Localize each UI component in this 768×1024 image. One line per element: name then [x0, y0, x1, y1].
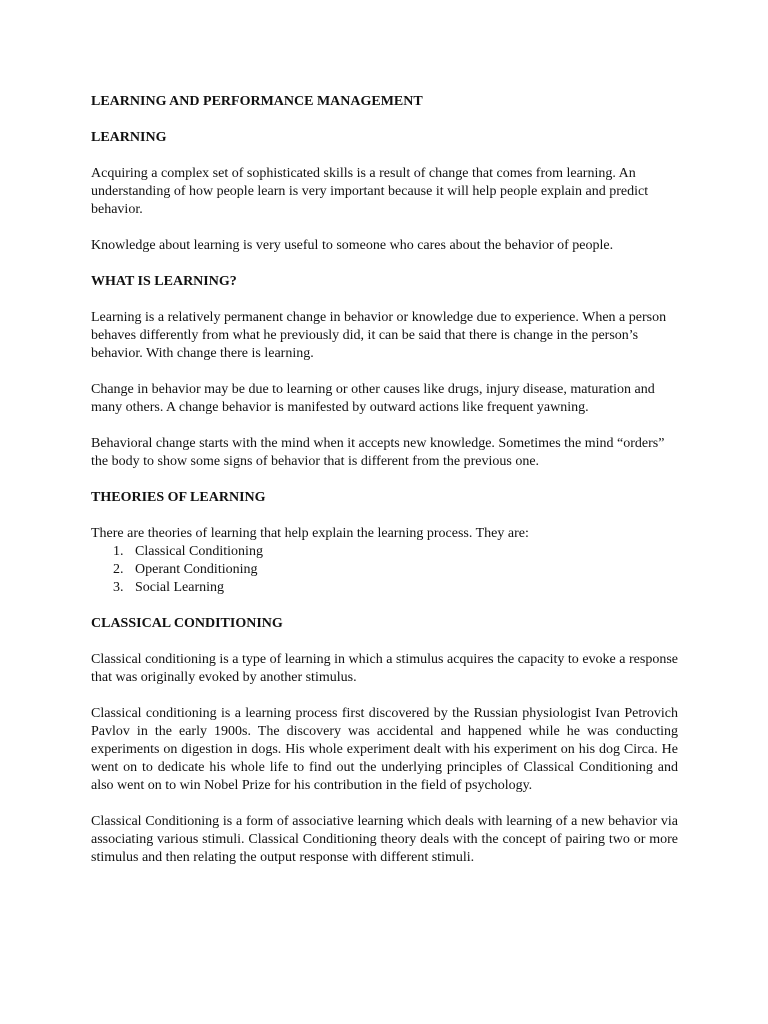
section-heading-learning: LEARNING — [91, 130, 167, 145]
document-title: LEARNING AND PERFORMANCE MANAGEMENT — [91, 94, 423, 109]
section-heading-what-is-learning: WHAT IS LEARNING? — [91, 274, 237, 289]
list-intro: There are theories of learning that help explain the learning process. They are: — [91, 526, 529, 541]
section-heading-theories-of-learning: THEORIES OF LEARNING — [91, 490, 266, 505]
paragraph: Change in behavior may be due to learning or other causes like drugs, injury disease, maturation and many others. A change behavior is manifested by outward actions like frequent yawning. — [91, 382, 655, 415]
list-item-number: 2. — [113, 562, 124, 577]
list-item-text: Classical Conditioning — [135, 544, 263, 559]
paragraph: Learning is a relatively permanent change in behavior or knowledge due to experience. When a person behaves differently from what he previously did, it can be said that there is change in the person’s behavior. With change there is learning. — [91, 310, 667, 361]
list-item — [91, 579, 678, 597]
list-item-number: 1. — [113, 544, 124, 559]
list-item-number: 3. — [113, 580, 124, 595]
list-item — [91, 561, 678, 579]
list-item — [91, 543, 678, 561]
paragraph: Classical conditioning is a type of learning in which a stimulus acquires the capacity to evoke a response that was originally evoked by another stimulus. — [91, 652, 678, 685]
paragraph: Knowledge about learning is very useful to someone who cares about the behavior of people. — [91, 238, 614, 253]
theories-list — [91, 543, 678, 597]
paragraph: Behavioral change starts with the mind when it accepts new knowledge. Sometimes the mind “orders” the body to show some signs of behavior that is different from the previous one. — [91, 436, 665, 469]
list-item-text: Operant Conditioning — [135, 562, 258, 577]
paragraph: Classical Conditioning is a form of associative learning which deals with learning of a new behavior via associating various stimuli. Classical Conditioning theory deals with the concept of pairing two or more stimulus and then relating the output response with different stimuli. — [91, 814, 678, 865]
document-page — [91, 93, 678, 885]
paragraph: Acquiring a complex set of sophisticated skills is a result of change that comes from learning. An understanding of how people learn is very important because it will help people explain and predict behavior. — [91, 166, 649, 217]
paragraph: Classical conditioning is a learning process first discovered by the Russian physiologist Ivan Petrovich Pavlov in the early 1900s. The discovery was accidental and happened while he was conducting experiments on digestion in dogs. His whole experiment dealt with his experiment on his dog Circa. He went on to dedicate his whole life to find out the underlying principles of Classical Conditioning and also went on to win Nobel Prize for his contribution in the field of psychology. — [91, 706, 678, 793]
section-heading-classical-conditioning: CLASSICAL CONDITIONING — [91, 616, 283, 631]
list-item-text: Social Learning — [135, 580, 225, 595]
